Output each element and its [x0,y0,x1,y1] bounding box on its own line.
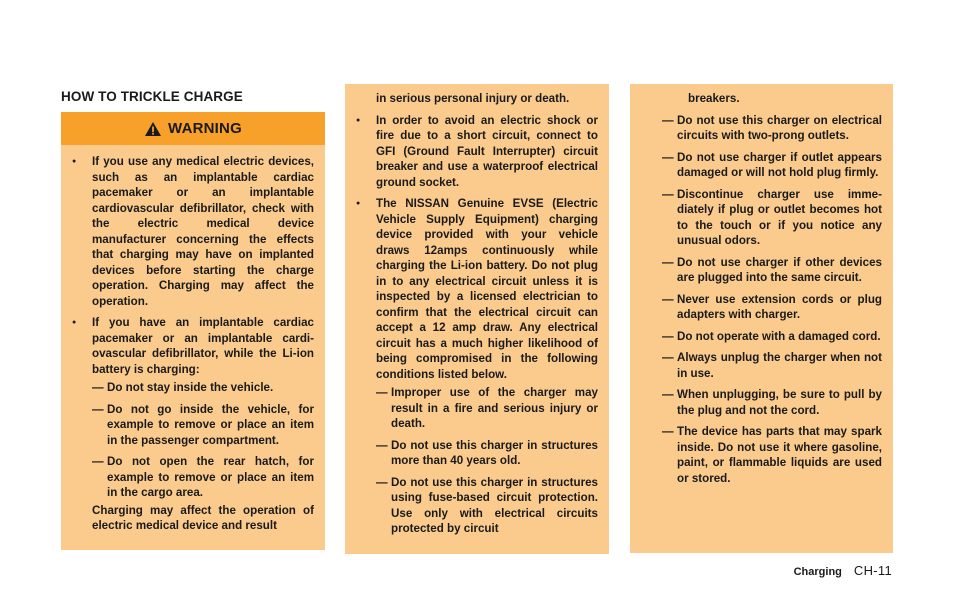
dash-icon: — [376,386,388,399]
continued-text: in serious personal injury or death. [376,92,570,105]
sub-list-item [662,187,882,249]
sub-list-item [376,385,598,432]
bullet-text: The NISSAN Genuine EVSE (Electric Vehicle Supply Equipment) charging device provided with your vehicle draws 12amps continuously while charging the Li-ion battery. Do not plug in to any electrical circuit unless it is inspected by a licensed electrician to confirm that the electrical circuit can accept a 12 amp draw. Any electrical circuit has a much higher likelihood of being compromised in the following conditions listed below. [376,197,598,381]
dash-icon: — [92,381,104,394]
warning-label: WARNING [168,119,242,137]
sub-list-item [662,424,882,486]
dash-icon: — [662,388,674,401]
sub-list-text: Do not operate with a damaged cord. [677,329,881,343]
dash-icon: — [662,425,674,438]
sub-list-text: Do not use this charger on electrical circuits with two-prong outlets. [677,113,882,142]
footer-section-name: Charging [793,566,842,578]
sub-list-text: Do not use charger if outlet appears damaged or will not hold plug firmly. [677,150,882,179]
list-item [355,113,598,191]
continued-text: breakers. [688,92,740,105]
dash-icon: — [662,187,674,201]
sub-list [71,380,314,534]
sub-list-text: Do not use charger if other devices are plugged into the same circuit. [677,255,882,284]
dash-icon: — [662,329,674,343]
warning-panel-col1 [61,112,325,550]
sub-list [640,113,882,487]
dash-icon: — [662,150,674,164]
warning-header [61,112,325,145]
section-title: HOW TO TRICKLE CHARGE [61,89,243,104]
sub-list [355,385,598,537]
sub-list-item [662,150,882,181]
bullet-icon: ● [356,200,361,207]
bullet-icon: ● [72,319,77,326]
dash-icon: — [662,113,674,127]
sub-list-text: The device has parts that may spark inside. Do not use it where gasoline, paint, or flammable liquids are used or stored. [677,425,882,485]
bullet-text: In order to avoid an electric shock or fire due to a short circuit, connect to GFI (Ground Fault Interrupter) circuit breaker and use a waterproof electrical ground socket. [376,113,598,189]
sub-list-text: Do not use this charger in structures using fuse-based circuit protection. Use only with electrical circuits protected by circuit [391,475,598,535]
dash-icon: — [376,438,388,452]
sub-list-text: Do not use this charger in structures more than 40 years old. [391,438,598,467]
sub-list-item [92,402,314,449]
sub-list-item [376,438,598,469]
dash-icon: — [662,351,674,364]
list-item [71,315,314,377]
sub-list-text: Never use extension cords or plug adapters with charger. [677,292,882,321]
sub-list-item [376,475,598,537]
dash-icon: — [662,255,674,269]
dash-icon: — [376,475,388,489]
warning-triangle-icon [144,121,162,137]
page-footer [794,563,892,578]
bullet-icon: ● [356,116,361,124]
sub-list-item [662,113,882,144]
bullet-icon: ● [72,158,77,165]
sub-list-text: Discontinue charger use immediately if plug or outlet becomes hot to the touch or if you notice any unusual odors. [677,187,882,247]
sub-list-text: Improper use of the charger may result in a fire and serious injury or death. [391,386,598,430]
sub-list-item [662,387,882,418]
closing-text: Charging may affect the operation of electric medical device and result [92,503,314,532]
sub-list-item [662,329,882,345]
dash-icon: — [662,292,674,306]
sub-list-text: Do not go inside the vehicle, for example to remove or place an item in the passenger compartment. [107,402,314,447]
sub-list-text: Always unplug the charger when not in use. [677,351,882,380]
page-number: CH-11 [853,563,892,578]
sub-list-text: Do not stay inside the vehicle. [107,381,274,394]
bullet-text: If you use any medical electric devices, such as an implantable cardiac pacemaker or an implantable cardiovascular defibrillator, check with the electric medical device manufacturer concerning the effects that charging may have on implanted devices before starting the charge operation. Charging may affect the operation. [92,155,314,308]
dash-icon: — [92,402,104,416]
list-item [355,196,598,382]
sub-list-item [92,380,314,396]
sub-list-text: Do not open the rear hatch, for example to remove or place an item in the cargo area. [107,455,314,499]
list-item [71,154,314,309]
warning-panel-col3 [630,84,893,553]
sub-list-item [662,350,882,381]
sub-list-item [92,454,314,501]
sub-list-text: When unplugging, be sure to pull by the plug and not the cord. [677,388,882,417]
bullet-text: If you have an implantable cardiac pacemaker or an implantable cardiovascular defibrillator, while the Li-ion battery is charging: [92,316,314,376]
dash-icon: — [92,455,104,468]
sub-list-item [662,292,882,323]
warning-panel-col2 [345,84,609,554]
sub-list-item [662,255,882,286]
